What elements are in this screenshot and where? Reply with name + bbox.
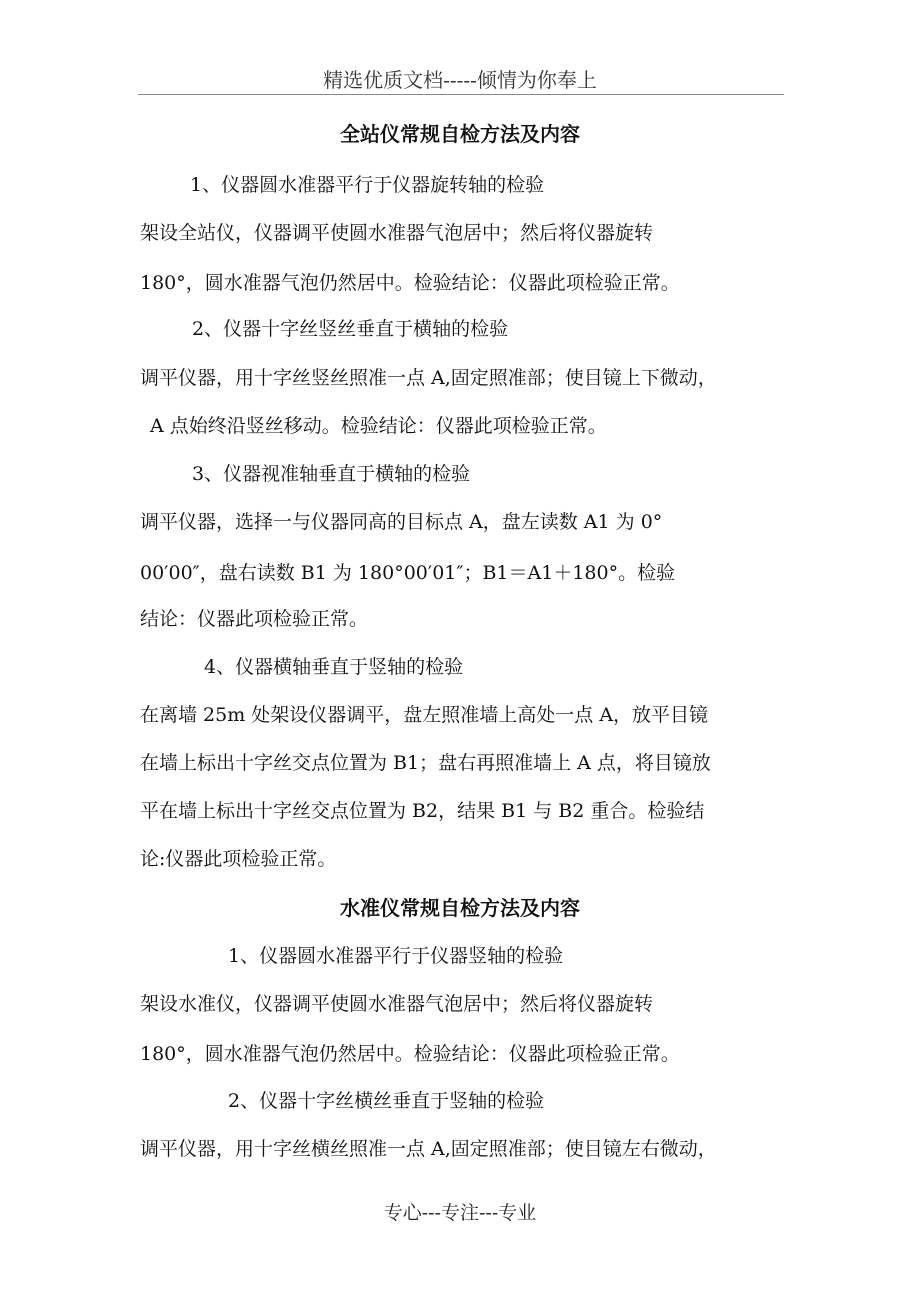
paragraph-line: 180°，圆水准器气泡仍然居中。检验结论：仪器此项检验正常。 (140, 272, 680, 294)
item-heading: 2、仪器十字丝竖丝垂直于横轴的检验 (192, 318, 509, 340)
item-heading: 2、仪器十字丝横丝垂直于竖轴的检验 (228, 1090, 545, 1112)
section-title-total-station: 全站仪常规自检方法及内容 (340, 122, 580, 146)
paragraph-line: 架设水准仪，仪器调平使圆水准器气泡居中；然后将仪器旋转 (140, 993, 654, 1015)
item-heading: 4、仪器横轴垂直于竖轴的检验 (204, 656, 464, 678)
paragraph-line: 调平仪器，选择一与仪器同高的目标点 A，盘左读数 A1 为 0° (140, 511, 663, 533)
paragraph-line: 架设全站仪，仪器调平使圆水准器气泡居中；然后将仪器旋转 (140, 222, 654, 244)
paragraph-line: A 点始终沿竖丝移动。检验结论：仪器此项检验正常。 (150, 415, 607, 437)
item-heading: 1、仪器圆水准器平行于仪器旋转轴的检验 (190, 174, 545, 196)
paragraph-line: 平在墙上标出十字丝交点位置为 B2，结果 B1 与 B2 重合。检验结 (140, 800, 705, 822)
paragraph-line: 在离墙 25m 处架设仪器调平，盘左照准墙上高处一点 A，放平目镜 (140, 704, 709, 726)
paragraph-line: 在墙上标出十字丝交点位置为 B1；盘右再照准墙上 A 点，将目镜放 (140, 752, 711, 774)
paragraph-line: 调平仪器，用十字丝横丝照准一点 A,固定照准部；使目镜左右微动， (140, 1138, 717, 1160)
paragraph-line: 结论：仪器此项检验正常。 (140, 608, 369, 630)
header-divider (138, 94, 784, 95)
page-footer: 专心---专注---专业 (383, 1202, 537, 1224)
paragraph-line: 180°，圆水准器气泡仍然居中。检验结论：仪器此项检验正常。 (140, 1043, 680, 1065)
page-header: 精选优质文档-----倾情为你奉上 (323, 68, 597, 92)
paragraph-line: 调平仪器，用十字丝竖丝照准一点 A,固定照准部；使目镜上下微动， (140, 367, 717, 389)
section-title-level: 水准仪常规自检方法及内容 (340, 896, 580, 920)
item-heading: 3、仪器视准轴垂直于横轴的检验 (192, 463, 471, 485)
paragraph-line: 论:仪器此项检验正常。 (140, 848, 337, 870)
paragraph-line: 00′00″，盘右读数 B1 为 180°00′01″；B1＝A1＋180°。检验 (140, 562, 676, 584)
item-heading: 1、仪器圆水准器平行于仪器竖轴的检验 (228, 945, 564, 967)
